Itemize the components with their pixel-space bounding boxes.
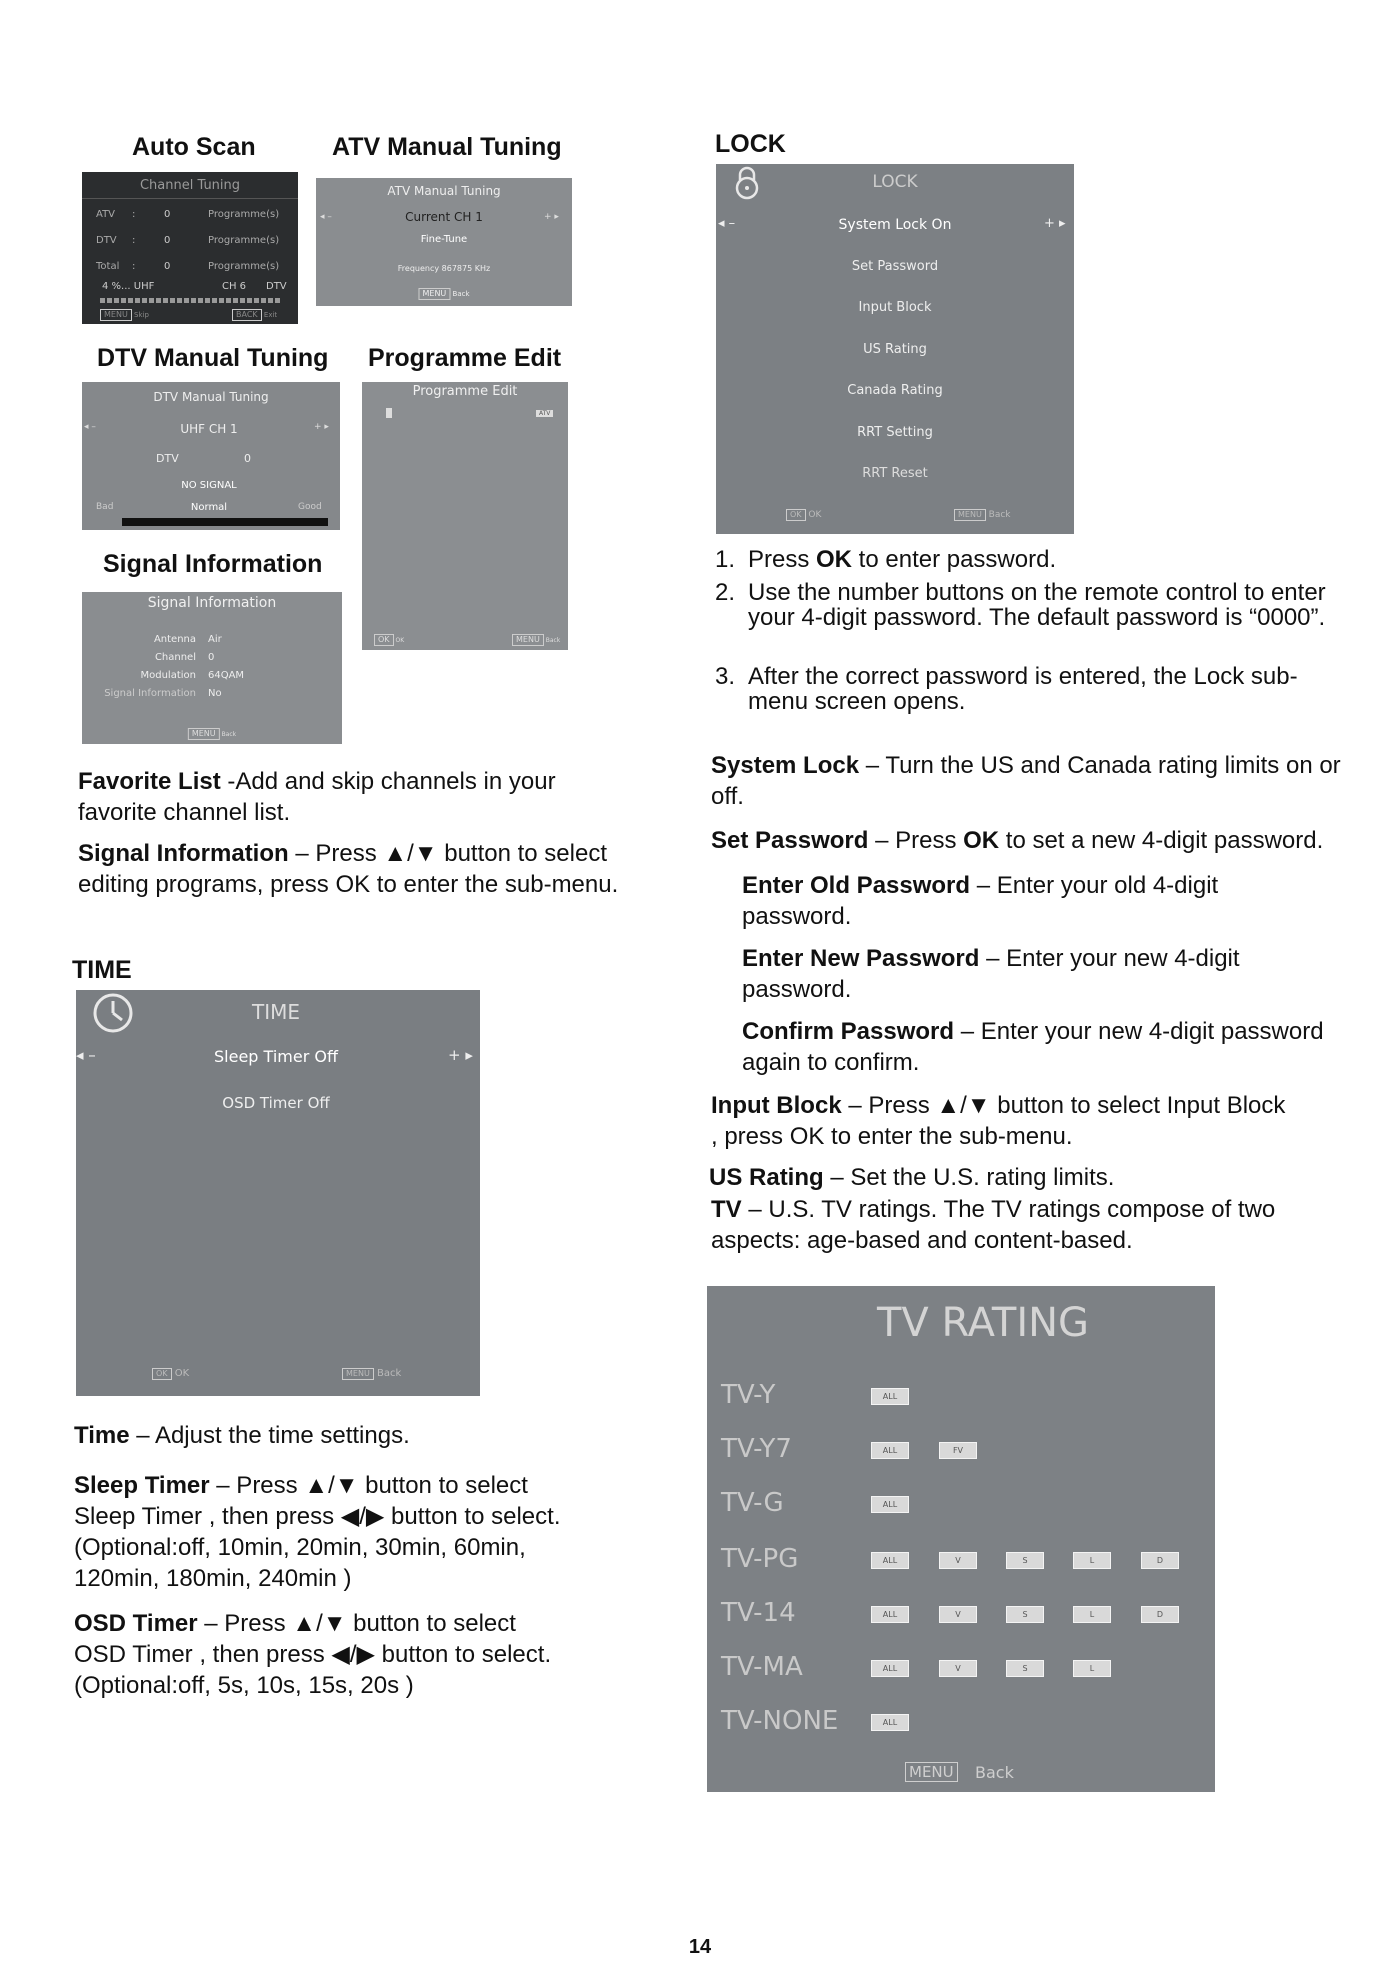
new-password-paragraph: Enter New Password – Enter your new 4-digit password. — [742, 945, 1240, 1003]
tv-rating-title: TV RATING — [876, 1300, 1090, 1346]
left-arrow-icon: ◂ – — [76, 1046, 96, 1064]
tv-paragraph: TV – U.S. TV ratings. The TV ratings compose of two aspects: age-based and content-based. — [711, 1196, 1276, 1254]
time-heading: TIME — [72, 956, 132, 984]
tv-pg-label: TV-PG — [721, 1544, 799, 1574]
dtv-good-label: Good — [298, 502, 322, 512]
atv-manual-screenshot: ATV Manual Tuning ◂ – + ▸ Current CH 1 Fine-Tune Frequency 867875 KHz MENU Back — [316, 178, 572, 306]
menu-key-label: MENU — [905, 1762, 958, 1782]
dtv-normal-label: Normal — [190, 502, 228, 513]
dtv-manual-title: DTV Manual Tuning — [153, 390, 269, 404]
input-block-paragraph: Input Block – Press ▲/▼ button to select Input Block , press OK to enter the sub-menu. — [711, 1092, 1286, 1150]
left-arrow-icon: ◂ – — [718, 216, 736, 231]
dtv-label: DTV — [156, 452, 179, 465]
left-arrow-icon: ◂ – — [84, 422, 96, 432]
tv-y7-label: TV-Y7 — [721, 1434, 792, 1464]
system-lock-paragraph: System Lock – Turn the US and Canada rating limits on or off. — [711, 752, 1341, 810]
osd-timer-paragraph: OSD Timer – Press ▲/▼ button to select OSD Timer , then press ◀/▶ button to select. (Optional:off, 5s, 10s, 15s, 20s ) — [74, 1610, 552, 1699]
tv-ma-label: TV-MA — [721, 1652, 803, 1682]
right-arrow-icon: + ▸ — [544, 212, 559, 222]
lock-title: LOCK — [872, 172, 918, 192]
time-screenshot: TIME ◂ – + ▸ Sleep Timer Off OSD Timer Off OK OK MENU Back — [76, 990, 480, 1396]
atv-manual-title: ATV Manual Tuning — [387, 184, 501, 198]
programme-edit-screenshot: Programme Edit ATV OK OK MENU Back — [362, 382, 568, 650]
right-arrow-icon: + ▸ — [314, 422, 329, 432]
programme-edit-title: Programme Edit — [412, 384, 518, 399]
input-block-item[interactable]: Input Block — [858, 300, 932, 315]
tv-y-label: TV-Y — [721, 1380, 776, 1410]
back-label: Back — [975, 1763, 1014, 1782]
osd-timer-item[interactable]: OSD Timer Off — [222, 1094, 330, 1112]
tv-14-v-button[interactable]: V — [939, 1606, 977, 1623]
signal-info-heading: Signal Information — [103, 550, 323, 578]
lock-heading: LOCK — [715, 130, 786, 158]
time-title: TIME — [251, 1000, 301, 1024]
step-1: 1. Press OK to enter password. — [715, 546, 1057, 573]
tv-pg-v-button[interactable]: V — [939, 1552, 977, 1569]
auto-scan-atv-count: 0 — [164, 209, 171, 220]
clock-icon — [92, 992, 134, 1034]
dtv-manual-screenshot — [82, 382, 340, 530]
tv-pg-l-button[interactable]: L — [1073, 1552, 1111, 1569]
auto-scan-heading: Auto Scan — [132, 133, 256, 161]
rrt-reset-item[interactable]: RRT Reset — [862, 466, 928, 481]
dtv-uhf-channel: UHF CH 1 — [180, 422, 238, 436]
programme-edit-heading: Programme Edit — [368, 344, 562, 372]
page-number: 14 — [688, 1936, 712, 1958]
confirm-password-paragraph: Confirm Password – Enter your new 4-digit password again to confirm. — [742, 1018, 1324, 1076]
tv-ma-all-button[interactable]: ALL — [871, 1660, 909, 1677]
tv-y7-fv-button[interactable]: FV — [939, 1442, 977, 1459]
dtv-manual-heading: DTV Manual Tuning — [97, 344, 329, 372]
auto-scan-mode: DTV — [266, 281, 287, 292]
dtv-bad-label: Bad — [96, 502, 114, 512]
tv-y-all-button[interactable]: ALL — [871, 1388, 909, 1405]
step-3: 3. After the correct password is entered, the Lock sub-menu screen opens. — [715, 663, 1298, 715]
tv-g-label: TV-G — [721, 1488, 784, 1518]
tv-g-all-button[interactable]: ALL — [871, 1496, 909, 1513]
signal-information-paragraph: Signal Information – Press ▲/▼ button to select editing programs, press OK to enter the sub-menu. — [78, 840, 619, 898]
programme-edit-badge: ATV — [536, 410, 553, 417]
favorite-list-paragraph: Favorite List -Add and skip channels in your favorite channel list. — [78, 768, 556, 826]
dtv-signal-bar — [122, 518, 328, 526]
signal-info-modulation-value: 64QAM — [208, 670, 245, 681]
rrt-setting-item[interactable]: RRT Setting — [857, 425, 933, 440]
system-lock-item[interactable]: System Lock On — [838, 217, 952, 233]
auto-scan-total-count: 0 — [164, 261, 171, 272]
tv-ma-l-button[interactable]: L — [1073, 1660, 1111, 1677]
tv-none-all-button[interactable]: ALL — [871, 1714, 909, 1731]
signal-info-channel-value: 0 — [208, 652, 215, 663]
dtv-value: 0 — [244, 452, 251, 465]
auto-scan-atv-label: ATV — [96, 209, 116, 220]
dtv-signal-status: NO SIGNAL — [181, 480, 237, 491]
signal-info-signal-value: No — [208, 688, 222, 699]
lock-screenshot: LOCK ◂ – + ▸ System Lock On Set Password Input Block US Rating Canada Rating RRT Setting RRT Reset OK OK MENU Back — [716, 164, 1074, 534]
atv-fine-tune: Fine-Tune — [420, 234, 468, 245]
tv-14-all-button[interactable]: ALL — [871, 1606, 909, 1623]
signal-info-screenshot: Signal Information Antenna Air Channel 0 Modulation 64QAM Signal Information No MENU Back — [82, 592, 342, 744]
tv-ma-s-button[interactable]: S — [1006, 1660, 1044, 1677]
left-arrow-icon: ◂ – — [320, 212, 332, 222]
us-rating-paragraph: US Rating – Set the U.S. rating limits. — [709, 1164, 1115, 1191]
auto-scan-title: Channel Tuning — [139, 178, 241, 193]
atv-current-channel: Current CH 1 — [405, 210, 483, 224]
tv-14-label: TV-14 — [721, 1598, 796, 1628]
atv-frequency: Frequency 867875 KHz — [397, 264, 491, 273]
atv-manual-heading: ATV Manual Tuning — [332, 133, 562, 161]
tv-ma-v-button[interactable]: V — [939, 1660, 977, 1677]
tv-14-d-button[interactable]: D — [1141, 1606, 1179, 1623]
time-paragraph: Time – Adjust the time settings. — [74, 1422, 410, 1449]
lock-icon — [732, 166, 762, 200]
auto-scan-dtv-count: 0 — [164, 235, 171, 246]
auto-scan-progress-bar — [100, 298, 280, 303]
right-arrow-icon: + ▸ — [448, 1046, 473, 1064]
canada-rating-item[interactable]: Canada Rating — [847, 383, 943, 398]
tv-14-l-button[interactable]: L — [1073, 1606, 1111, 1623]
auto-scan-screenshot: Channel Tuning ATV : 0 Programme(s) DTV : 0 Programme(s) Total : 0 Programme(s) 4 %... UHF CH 6 DTV MENU Skip BACK Exit — [82, 172, 298, 324]
sleep-timer-item[interactable]: Sleep Timer Off — [214, 1047, 338, 1066]
auto-scan-progress-label: 4 %... UHF — [102, 281, 155, 292]
step-2: 2. Use the number buttons on the remote control to enter your 4-digit password. The default password is “0000”. — [715, 579, 1326, 631]
old-password-paragraph: Enter Old Password – Enter your old 4-digit password. — [742, 872, 1219, 930]
set-password-item[interactable]: Set Password — [851, 259, 939, 274]
sleep-timer-paragraph: Sleep Timer – Press ▲/▼ button to select Sleep Timer , then press ◀/▶ button to select. (Optional:off, 10min, 20min, 30min, 60min, 120min, 180min, 240min ) — [74, 1472, 561, 1592]
auto-scan-channel: CH 6 — [222, 281, 247, 292]
tv-rating-screenshot — [707, 1286, 1215, 1792]
tv-none-label: TV-NONE — [721, 1706, 839, 1736]
set-password-paragraph: Set Password – Press OK to set a new 4-digit password. — [711, 827, 1324, 854]
tv-pg-d-button[interactable]: D — [1141, 1552, 1179, 1569]
tv-y7-all-button[interactable]: ALL — [871, 1442, 909, 1459]
right-arrow-icon: + ▸ — [1044, 216, 1066, 231]
auto-scan-total-label: Total — [96, 261, 120, 272]
tv-pg-all-button[interactable]: ALL — [871, 1552, 909, 1569]
auto-scan-dtv-label: DTV — [96, 235, 117, 246]
signal-info-title: Signal Information — [147, 595, 277, 611]
signal-info-antenna-value: Air — [208, 634, 222, 645]
tv-14-s-button[interactable]: S — [1006, 1606, 1044, 1623]
us-rating-item[interactable]: US Rating — [863, 342, 927, 357]
tv-pg-s-button[interactable]: S — [1006, 1552, 1044, 1569]
